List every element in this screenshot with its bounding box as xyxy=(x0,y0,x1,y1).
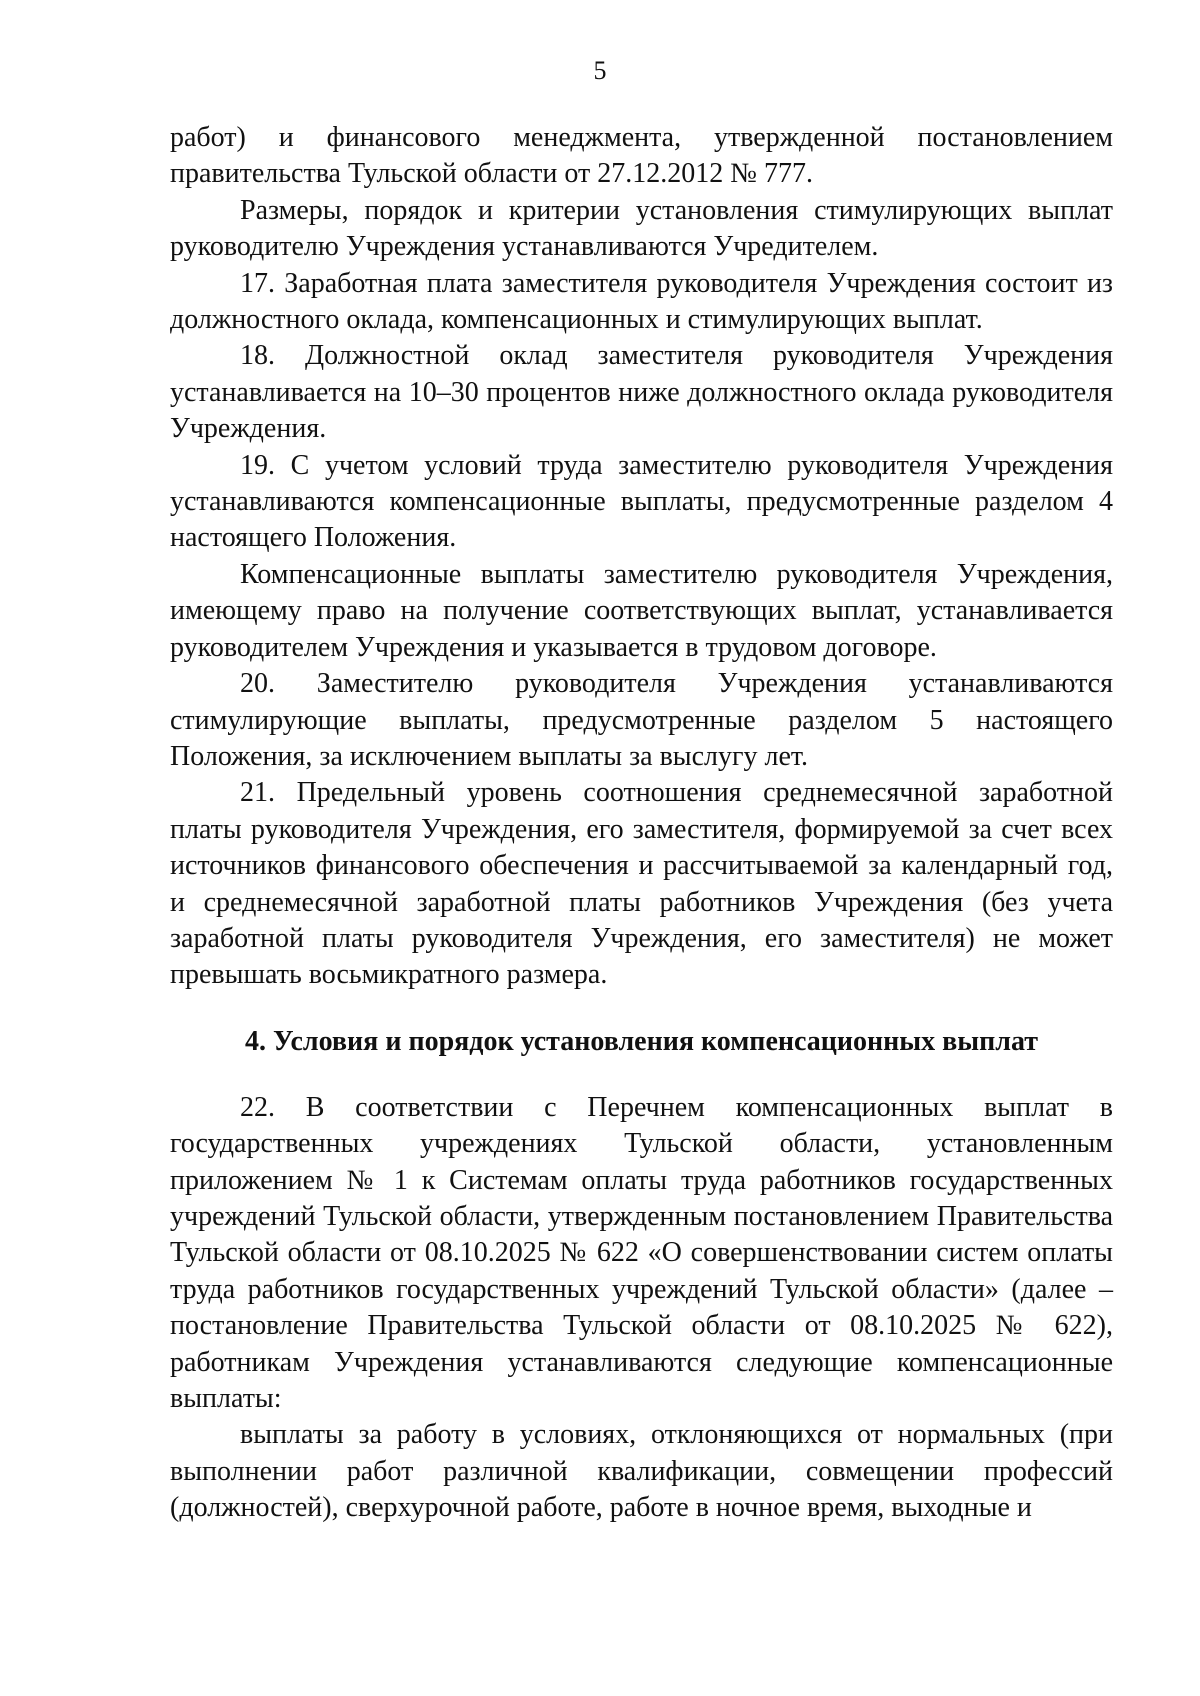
paragraph-item-17: 17. Заработная плата заместителя руководителя Учреждения состоит из должностного оклада, компенсационных и стимулирующих выплат. xyxy=(170,267,1113,336)
paragraph-item-20: 20. Заместителю руководителя Учреждения устанавливаются стимулирующие выплаты, предусмотренные разделом 5 настоящего Положения, за исключением выплаты за выслугу лет. xyxy=(170,668,1113,772)
page-number: 5 xyxy=(593,56,607,85)
paragraph: Размеры, порядок и критерии установления стимулирующих выплат руководителю Учреждения устанавливаются Учредителем. xyxy=(170,194,1113,263)
section-heading: 4. Условия и порядок установления компенсационных выплат xyxy=(244,1025,1039,1057)
paragraph: работ) и финансового менеджмента, утвержденной постановлением правительства Тульской области от 27.12.2012 № 777. xyxy=(170,122,1113,190)
document-body xyxy=(170,120,1113,1527)
paragraph-item-21: 21. Предельный уровень соотношения среднемесячной заработной платы руководителя Учреждения, его заместителя, формируемой за счет всех источников финансового обеспечения и рассчитываемой за календарный год, и среднемесячной заработной платы работников Учреждения (без учета заработной платы руководителя Учреждения, его заместителя) не может превышать восьмикратного размера. xyxy=(170,777,1113,991)
paragraph-item-19: 19. С учетом условий труда заместителю руководителя Учреждения устанавливаются компенсационные выплаты, предусмотренные разделом 4 настоящего Положения. xyxy=(170,449,1113,554)
paragraph: выплаты за работу в условиях, отклоняющихся от нормальных (при выполнении работ различной квалификации, совмещении профессий (должностей), сверхурочной работе, работе в ночное время, выходные и xyxy=(170,1419,1113,1524)
paragraph-item-18: 18. Должностной оклад заместителя руководителя Учреждения устанавливается на 10–30 процентов ниже должностного оклада руководителя Учреждения. xyxy=(170,340,1113,445)
paragraph-item-22: 22. В соответствии с Перечнем компенсационных выплат в государственных учреждениях Тульской области, установленным приложением № 1 к Системам оплаты труда работников государственных учреждений Тульской области, утвержденным постановлением Правительства Тульской области от 08.10.2025 № 622 «О совершенствовании систем оплаты труда работников государственных учреждений Тульской области» (далее – постановление Правительства Тульской области от 08.10.2025 № 622), работникам Учреждения устанавливаются следующие компенсационные выплаты: xyxy=(170,1091,1113,1414)
paragraph: Компенсационные выплаты заместителю руководителя Учреждения, имеющему право на получение соответствующих выплат, устанавливается руководителем Учреждения и указывается в трудовом договоре. xyxy=(170,558,1113,663)
